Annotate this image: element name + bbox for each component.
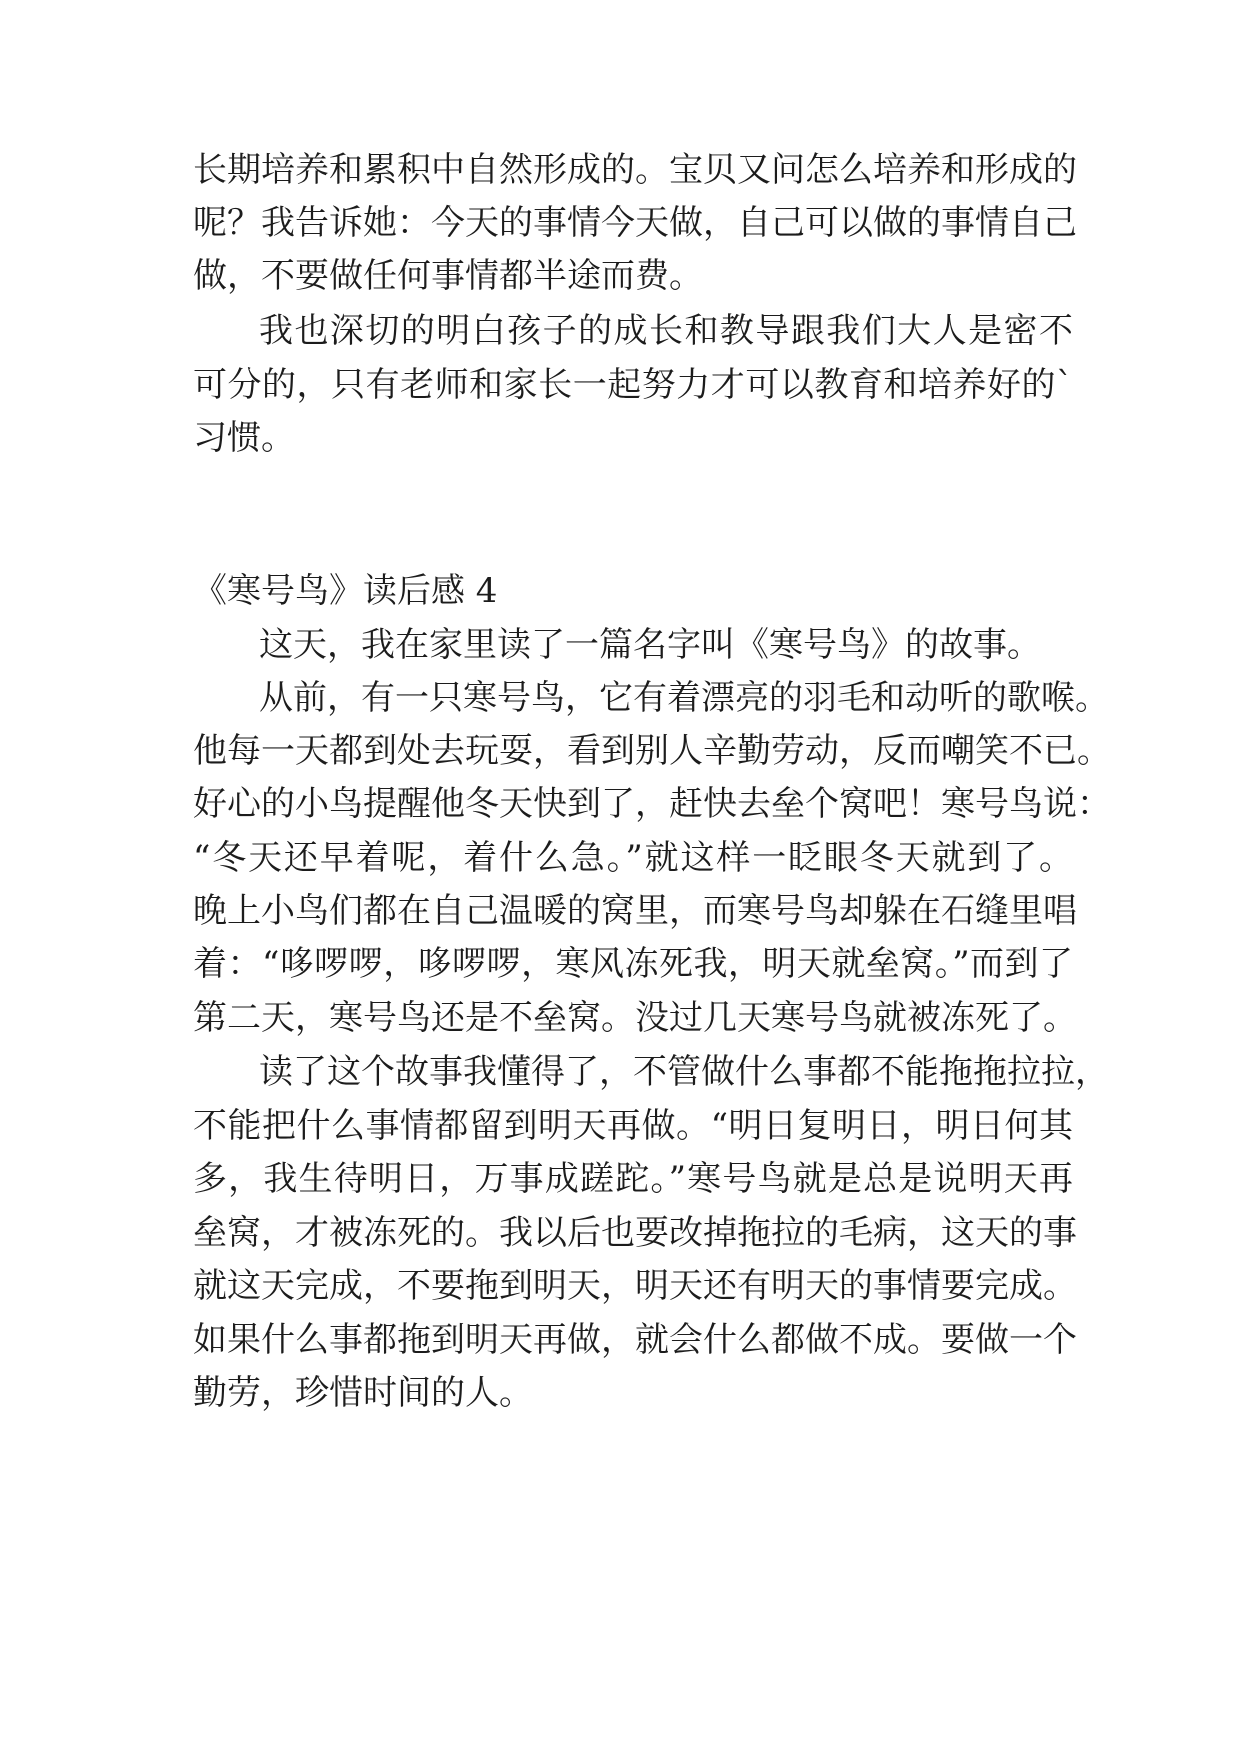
paragraph-line: 习惯。 (193, 418, 295, 458)
paragraph-line: 读了这个故事我懂得了，不管做什么事都不能拖拖拉拉， (259, 1052, 1109, 1092)
paragraph-line: 晚上小鸟们都在自己温暖的窝里，而寒号鸟却躲在石缝里唱 (193, 891, 1077, 931)
paragraph-line: 勤劳，珍惜时间的人。 (193, 1373, 533, 1413)
paragraph-line: 长期培养和累积中自然形成的。宝贝又问怎么培养和形成的 (193, 150, 1077, 190)
paragraph-line: 他每一天都到处去玩耍，看到别人辛勤劳动，反而嘲笑不已。 (193, 731, 1111, 771)
paragraph-line: 呢？我告诉她：今天的事情今天做，自己可以做的事情自己 (193, 203, 1077, 243)
paragraph-line: 垒窝，才被冻死的。我以后也要改掉拖拉的毛病，这天的事 (193, 1213, 1077, 1253)
paragraph-line: 好心的小鸟提醒他冬天快到了，赶快去垒个窝吧！寒号鸟说： (193, 784, 1111, 824)
paragraph-line: 我也深切的明白孩子的成长和教导跟我们大人是密不 (259, 311, 1073, 351)
paragraph-line: 从前，有一只寒号鸟，它有着漂亮的羽毛和动听的歌喉。 (259, 678, 1109, 718)
paragraph-line: 第二天，寒号鸟还是不垒窝。没过几天寒号鸟就被冻死了。 (193, 998, 1077, 1038)
paragraph-line: 多，我生待明日，万事成蹉跎。”寒号鸟就是总是说明天再 (193, 1159, 1073, 1199)
paragraph-line: 不能把什么事情都留到明天再做。“明日复明日，明日何其 (193, 1106, 1073, 1146)
paragraph-line: “冬天还早着呢，着什么急。”就这样一眨眼冬天就到了。 (193, 838, 1073, 878)
paragraph-line: 这天，我在家里读了一篇名字叫《寒号鸟》的故事。 (259, 625, 1041, 665)
paragraph-line: 可分的，只有老师和家长一起努力才可以教育和培养好的` (193, 365, 1073, 405)
paragraph-line: 着：“哆啰啰，哆啰啰，寒风冻死我，明天就垒窝。”而到了 (193, 944, 1073, 984)
paragraph-line: 如果什么事都拖到明天再做，就会什么都做不成。要做一个 (193, 1320, 1077, 1360)
section-title: 《寒号鸟》读后感 4 (193, 571, 498, 611)
paragraph-line: 就这天完成，不要拖到明天，明天还有明天的事情要完成。 (193, 1266, 1077, 1306)
paragraph-line: 做，不要做任何事情都半途而费。 (193, 256, 703, 296)
